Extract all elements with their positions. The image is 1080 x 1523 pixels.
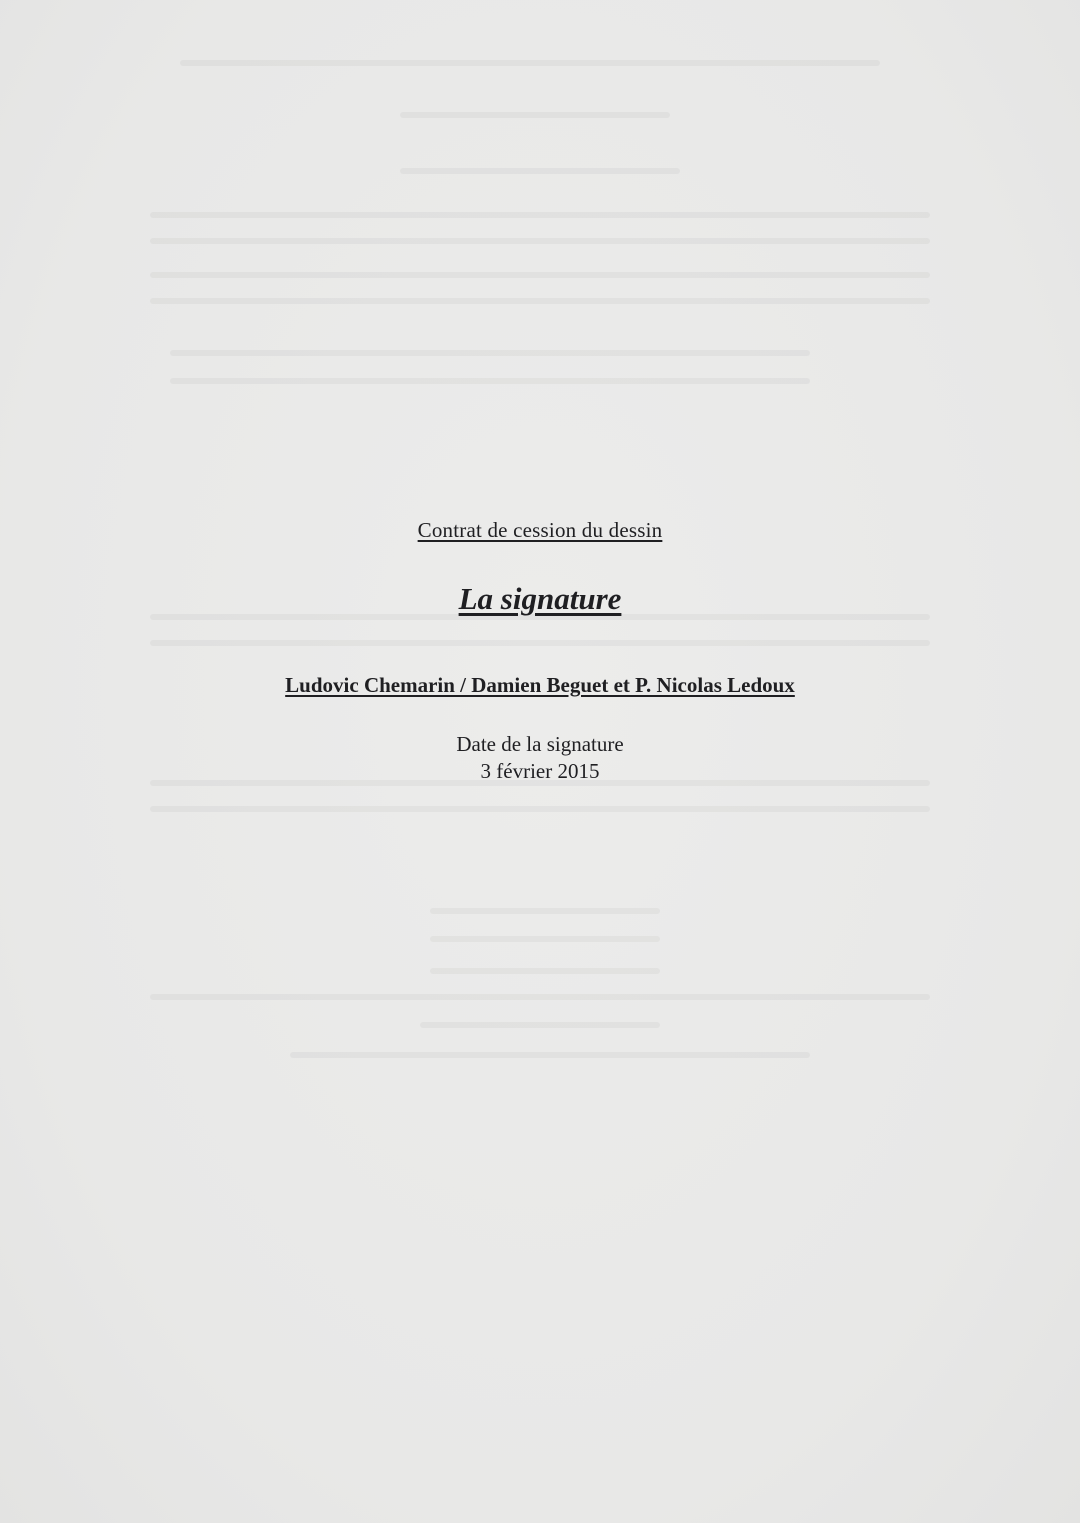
show-through-line <box>150 212 930 218</box>
show-through-line <box>430 936 660 942</box>
document-header <box>0 518 1080 784</box>
show-through-line <box>400 168 680 174</box>
show-through-line <box>150 298 930 304</box>
authors-line: Ludovic Chemarin / Damien Beguet et P. Nicolas Ledoux <box>285 673 795 697</box>
show-through-line <box>170 350 810 356</box>
show-through-line <box>420 1022 660 1028</box>
drawing-title: La signature <box>458 581 622 616</box>
show-through-line <box>290 1052 810 1058</box>
date-label: Date de la signature <box>456 732 624 756</box>
show-through-line <box>150 272 930 278</box>
show-through-line <box>430 908 660 914</box>
date-value: 3 février 2015 <box>480 759 600 783</box>
show-through-line <box>430 968 660 974</box>
contract-subtitle: Contrat de cession du dessin <box>417 518 663 542</box>
show-through-line <box>400 112 670 118</box>
show-through-line <box>150 806 930 812</box>
show-through-line <box>180 60 880 66</box>
show-through-line <box>150 994 930 1000</box>
show-through-line <box>170 378 810 384</box>
show-through-line <box>150 238 930 244</box>
